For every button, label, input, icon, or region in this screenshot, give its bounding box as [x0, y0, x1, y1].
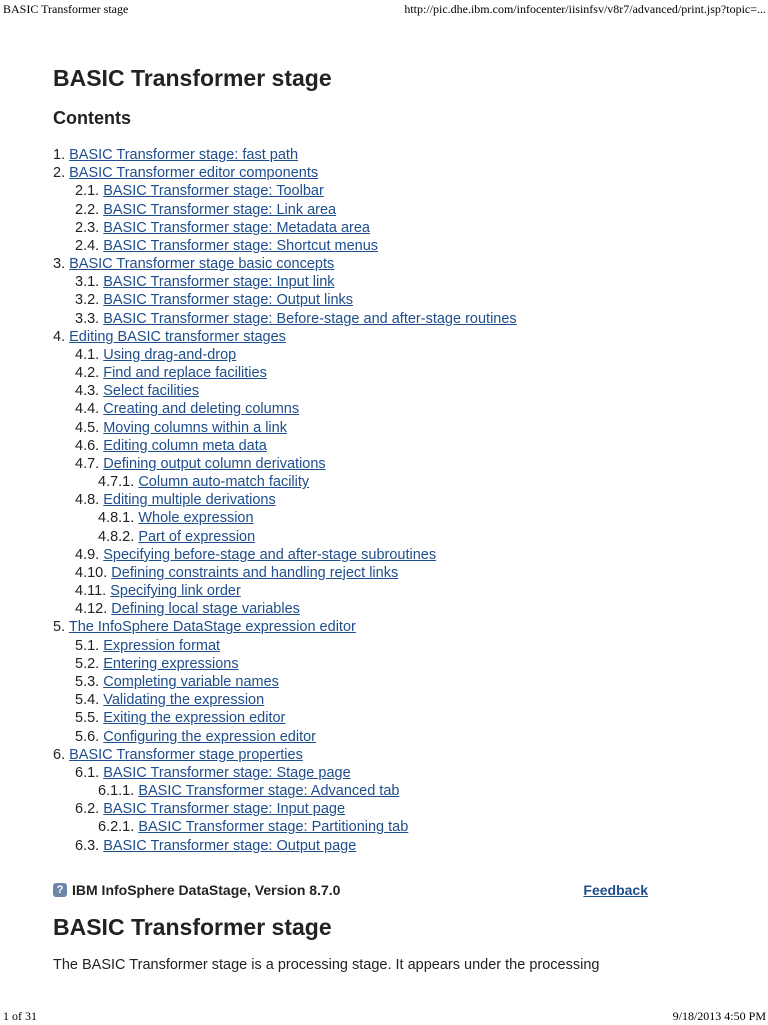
toc-link[interactable]: BASIC Transformer stage: Stage page: [103, 764, 351, 781]
toc-number: 5.5.: [75, 710, 100, 727]
toc-number: 3.: [53, 256, 66, 273]
toc-item: [53, 255, 693, 273]
toc-item: [53, 273, 693, 291]
toc-number: 4.4.: [75, 401, 100, 418]
page-title: BASIC Transformer stage: [53, 65, 332, 91]
toc-number: 5.6.: [75, 728, 100, 745]
toc-item: [53, 237, 693, 255]
toc-item: [53, 782, 693, 800]
toc-link[interactable]: Moving columns within a link: [103, 419, 287, 436]
toc-item: [53, 310, 693, 328]
toc-item: [53, 618, 693, 636]
toc-number: 4.2.: [75, 365, 100, 382]
product-banner: [53, 880, 648, 900]
toc-link[interactable]: BASIC Transformer editor components: [69, 165, 319, 182]
toc-item: [53, 182, 693, 200]
toc-item: [53, 400, 693, 418]
toc-link[interactable]: Expression format: [103, 637, 221, 654]
toc-link[interactable]: The InfoSphere DataStage expression editor: [68, 619, 356, 636]
page-counter: 1 of 31: [3, 1009, 37, 1023]
toc-number: 1.: [53, 147, 66, 163]
toc-item: [53, 818, 693, 836]
toc-number: 4.11.: [75, 583, 107, 600]
toc-item: [53, 528, 693, 546]
toc-number: 4.: [53, 328, 66, 345]
toc-item: [53, 509, 693, 527]
toc-link[interactable]: Column auto-match facility: [138, 474, 310, 491]
toc-number: 4.7.1.: [98, 474, 135, 491]
toc-link[interactable]: Using drag-and-drop: [103, 346, 237, 363]
table-of-contents: [53, 146, 693, 855]
toc-link[interactable]: Completing variable names: [103, 673, 279, 690]
toc-item: [53, 546, 693, 564]
toc-link[interactable]: Defining local stage variables: [111, 601, 300, 618]
toc-number: 6.1.1.: [98, 783, 135, 800]
toc-item: [53, 473, 693, 491]
print-datetime: 9/18/2013 4:50 PM: [672, 1009, 766, 1023]
toc-item: [53, 728, 693, 746]
toc-link[interactable]: Entering expressions: [103, 655, 239, 672]
toc-link[interactable]: BASIC Transformer stage: fast path: [69, 147, 299, 163]
toc-item: [53, 437, 693, 455]
toc-number: 2.4.: [75, 237, 100, 254]
toc-item: [53, 291, 693, 309]
product-version: IBM InfoSphere DataStage, Version 8.7.0: [72, 882, 341, 898]
toc-item: [53, 564, 693, 582]
toc-link[interactable]: Specifying link order: [110, 583, 241, 600]
help-book-icon: ?: [53, 883, 67, 897]
toc-number: 5.4.: [75, 692, 100, 709]
toc-item: [53, 800, 693, 818]
section-title: BASIC Transformer stage: [53, 914, 332, 940]
toc-link[interactable]: BASIC Transformer stage: Partitioning tab: [138, 819, 409, 836]
toc-link[interactable]: BASIC Transformer stage: Shortcut menus: [103, 237, 379, 254]
toc-item: [53, 164, 693, 182]
toc-item: [53, 746, 693, 764]
toc-item: [53, 655, 693, 673]
toc-link[interactable]: Defining output column derivations: [103, 455, 326, 472]
toc-number: 6.2.: [75, 801, 100, 818]
toc-number: 6.3.: [75, 837, 100, 854]
toc-item: [53, 600, 693, 618]
toc-item: [53, 419, 693, 437]
toc-link[interactable]: Configuring the expression editor: [103, 728, 317, 745]
toc-number: 4.8.: [75, 492, 100, 509]
toc-link[interactable]: Find and replace facilities: [103, 365, 267, 382]
toc-number: 3.3.: [75, 310, 100, 327]
toc-number: 4.3.: [75, 383, 100, 400]
toc-item: [53, 691, 693, 709]
toc-number: 2.: [53, 165, 66, 182]
toc-number: 6.1.: [75, 764, 100, 781]
toc-number: 4.5.: [75, 419, 100, 436]
toc-number: 4.9.: [75, 546, 100, 563]
toc-link[interactable]: BASIC Transformer stage basic concepts: [69, 256, 335, 273]
toc-item: [53, 219, 693, 237]
toc-link[interactable]: BASIC Transformer stage: Input link: [103, 274, 335, 291]
toc-number: 4.6.: [75, 437, 100, 454]
print-header-url: http://pic.dhe.ibm.com/infocenter/iisinfsv/v8r7/advanced/print.jsp?topic=...: [404, 2, 766, 16]
toc-item: [53, 582, 693, 600]
toc-item: [53, 491, 693, 509]
print-footer: [0, 1009, 768, 1025]
toc-link[interactable]: Editing BASIC transformer stages: [69, 328, 286, 345]
toc-link[interactable]: BASIC Transformer stage properties: [69, 746, 303, 763]
toc-number: 5.: [53, 619, 66, 636]
toc-number: 4.7.: [75, 455, 100, 472]
toc-link[interactable]: BASIC Transformer stage: Advanced tab: [138, 783, 400, 800]
print-header: [0, 2, 768, 18]
toc-link[interactable]: Validating the expression: [103, 692, 265, 709]
toc-link[interactable]: Whole expression: [138, 510, 254, 527]
toc-number: 2.1.: [75, 183, 100, 200]
toc-link[interactable]: Exiting the expression editor: [103, 710, 286, 727]
print-header-title: BASIC Transformer stage: [3, 2, 129, 16]
toc-number: 5.3.: [75, 673, 100, 690]
toc-number: 4.1.: [75, 346, 100, 363]
toc-item: [53, 364, 693, 382]
toc-number: 5.2.: [75, 655, 100, 672]
toc-number: 4.12.: [75, 601, 108, 618]
toc-number: 3.1.: [75, 274, 100, 291]
toc-link[interactable]: Part of expression: [138, 528, 256, 545]
toc-item: [53, 709, 693, 727]
toc-number: 2.2.: [75, 201, 100, 218]
toc-link[interactable]: BASIC Transformer stage: Output page: [103, 837, 357, 854]
toc-item: [53, 637, 693, 655]
toc-item: [53, 201, 693, 219]
toc-item: [53, 346, 693, 364]
toc-link[interactable]: Select facilities: [103, 383, 200, 400]
intro-paragraph: The BASIC Transformer stage is a processing stage. It appears under the processing: [53, 957, 600, 973]
toc-link[interactable]: Specifying before-stage and after-stage subroutines: [103, 546, 437, 563]
toc-number: 3.2.: [75, 292, 100, 309]
toc-item: [53, 673, 693, 691]
toc-link[interactable]: BASIC Transformer stage: Output links: [103, 292, 354, 309]
toc-number: 2.3.: [75, 219, 100, 236]
toc-item: [53, 146, 693, 164]
toc-link[interactable]: Defining constraints and handling reject links: [111, 564, 399, 581]
toc-link[interactable]: BASIC Transformer stage: Link area: [103, 201, 337, 218]
feedback-link[interactable]: Feedback: [583, 882, 648, 898]
toc-number: 4.8.2.: [98, 528, 135, 545]
toc-number: 6.: [53, 746, 66, 763]
toc-item: [53, 328, 693, 346]
toc-link[interactable]: Creating and deleting columns: [103, 401, 300, 418]
toc-link[interactable]: BASIC Transformer stage: Toolbar: [103, 183, 324, 200]
toc-link[interactable]: Editing multiple derivations: [103, 492, 276, 509]
toc-link[interactable]: BASIC Transformer stage: Metadata area: [103, 219, 370, 236]
main-content: [53, 62, 693, 855]
toc-item: [53, 764, 693, 782]
toc-item: [53, 837, 693, 855]
toc-item: [53, 455, 693, 473]
toc-number: 4.8.1.: [98, 510, 135, 527]
toc-number: 6.2.1.: [98, 819, 135, 836]
toc-link[interactable]: Editing column meta data: [103, 437, 267, 454]
toc-link[interactable]: BASIC Transformer stage: Before-stage and after-stage routines: [103, 310, 517, 327]
contents-heading: Contents: [53, 108, 131, 128]
toc-number: 5.1.: [75, 637, 100, 654]
toc-number: 4.10.: [75, 564, 108, 581]
toc-item: [53, 382, 693, 400]
toc-link[interactable]: BASIC Transformer stage: Input page: [103, 801, 346, 818]
